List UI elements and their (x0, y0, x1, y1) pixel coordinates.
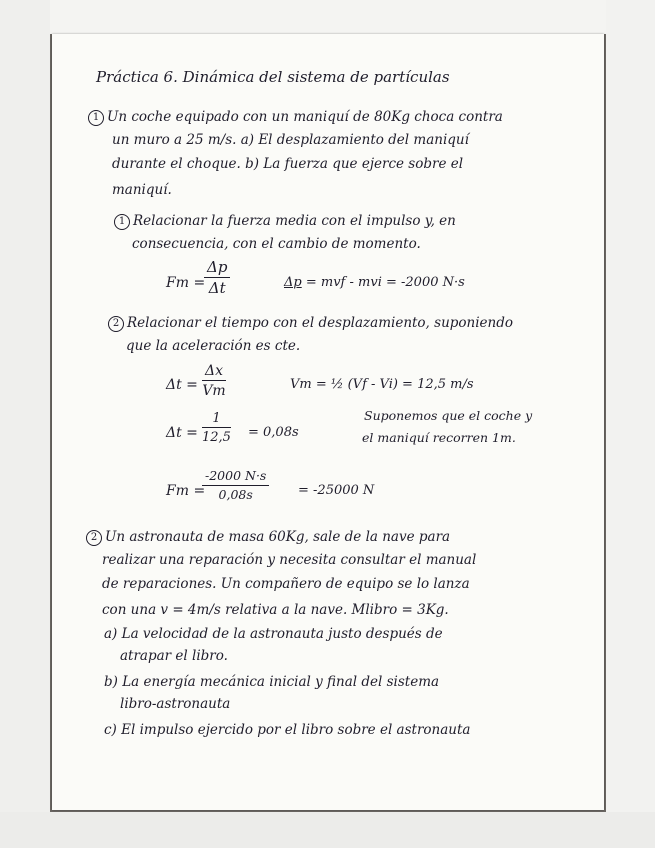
step-1-number: 1 (114, 214, 130, 230)
dt-formula-lhs: Δt = (166, 377, 198, 393)
problem-2-number: 2 (86, 530, 102, 546)
problem-2-line-1: 2 Un astronauta de masa 60Kg, sale de la nave para (86, 530, 450, 546)
scan-background-top (0, 0, 655, 34)
question-a-line-2: atrapar el libro. (120, 648, 228, 664)
dt-denominator: Vm (202, 383, 226, 399)
momentum-change-formula: Δp = mvf - mvi = -2000 N·s (284, 275, 465, 290)
dt-value-fraction (202, 412, 231, 444)
problem-2-line-2: realizar una reparación y necesita consultar el manual (102, 552, 477, 568)
fm-result-denominator: 0,08s (218, 486, 253, 502)
fm-result-fraction (202, 470, 269, 501)
problem-1-number: 1 (88, 110, 104, 126)
question-c-line-1: c) El impulso ejercido por el libro sobre el astronauta (104, 722, 471, 738)
notebook-page (52, 34, 604, 810)
step-1-line-1: 1 Relacionar la fuerza media con el impulso y, en (114, 214, 456, 230)
scan-background-left (0, 0, 50, 848)
problem-1-line-2: un muro a 25 m/s. a) El desplazamiento del maniquí (112, 132, 469, 148)
dt-formula-fraction (202, 364, 226, 398)
fm-result-numerator: -2000 N·s (202, 470, 269, 486)
question-b-line-2: libro-astronauta (120, 696, 231, 712)
problem-1-line-3: durante el choque. b) La fuerza que ejerce sobre el (112, 156, 464, 172)
problem-1-line-1: 1 Un coche equipado con un maniquí de 80Kg choca contra (88, 110, 503, 126)
step-1-line-2: consecuencia, con el cambio de momento. (132, 236, 421, 252)
dt-value-result: = 0,08s (248, 425, 299, 440)
fm-denominator: Δt (208, 279, 226, 297)
step-2-number: 2 (108, 316, 124, 332)
page-title: Práctica 6. Dinámica del sistema de partículas (96, 68, 450, 86)
problem-1-line-4: maniquí. (112, 182, 172, 198)
mean-velocity-formula: Vm = ½ (Vf - Vi) = 12,5 m/s (290, 377, 474, 392)
step-2-line-2: que la aceleración es cte. (126, 338, 301, 354)
question-a-line-1: a) La velocidad de la astronauta justo después de (104, 626, 443, 642)
fm-formula-lhs: Fm = (166, 275, 206, 291)
scan-background-bottom (0, 812, 655, 848)
scan-background-right (606, 0, 655, 848)
dt-value-lhs: Δt = (166, 425, 198, 441)
dt-numerator: Δx (202, 364, 226, 381)
step-2-line-1: 2 Relacionar el tiempo con el desplazamiento, suponiendo (108, 316, 513, 332)
fm-result-lhs: Fm = (166, 483, 206, 499)
assumption-note-line-1: Suponemos que el coche y (364, 408, 533, 423)
question-b-line-1: b) La energía mecánica inicial y final del sistema (104, 674, 440, 690)
fm-result-value: = -25000 N (298, 483, 375, 498)
problem-2-line-3: de reparaciones. Un compañero de equipo se lo lanza (102, 576, 470, 592)
problem-2-line-4: con una v = 4m/s relativa a la nave. Mlibro = 3Kg. (102, 602, 449, 618)
dt-value-denominator: 12,5 (202, 430, 231, 445)
fm-formula-fraction (204, 260, 230, 296)
dt-value-numerator: 1 (202, 412, 231, 428)
assumption-note-line-2: el maniquí recorren 1m. (362, 430, 516, 445)
fm-numerator: Δp (204, 260, 230, 278)
